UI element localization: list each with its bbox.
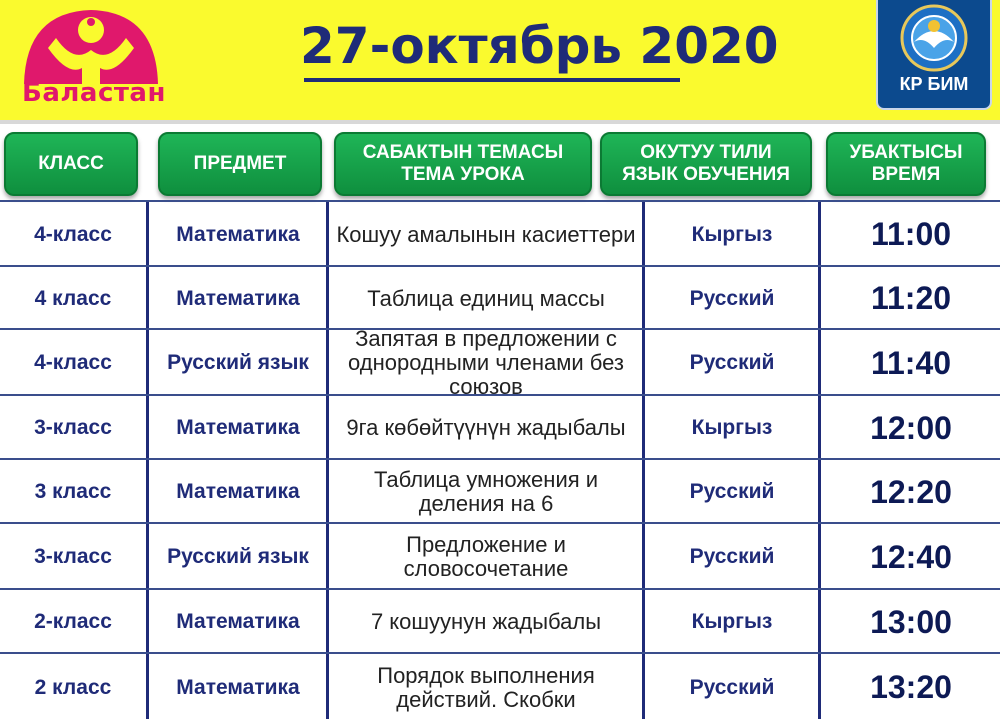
table-row[interactable] [0, 265, 1000, 330]
subject-cell: Математика [176, 675, 300, 699]
table-row[interactable] [0, 458, 1000, 524]
class-cell: 4-класс [34, 222, 112, 246]
language-cell: Кыргыз [691, 222, 773, 246]
time-cell: 11:40 [870, 344, 952, 381]
column-header-class[interactable] [4, 132, 138, 196]
table-row[interactable] [0, 588, 1000, 654]
title-underline [304, 78, 680, 82]
class-cell: 4-класс [34, 351, 112, 374]
topic-cell: Запятая в предложении с однородными членами без союзов [348, 326, 624, 399]
class-cell: 4 класс [34, 286, 112, 310]
table-row[interactable] [0, 326, 1000, 399]
language-cell: Русский [689, 480, 775, 503]
subject-cell: Математика [176, 286, 300, 310]
language-cell: Русский [689, 351, 775, 374]
column-header-language[interactable] [600, 132, 812, 196]
time-cell: 13:00 [870, 603, 952, 640]
emblem-badge [876, 0, 992, 110]
class-cell: 2 класс [34, 675, 112, 699]
table-row[interactable] [0, 200, 1000, 267]
column-header-time[interactable] [826, 132, 986, 196]
class-cell: 2-класс [34, 610, 112, 633]
table-row[interactable] [0, 394, 1000, 460]
column-header-topic[interactable] [334, 132, 592, 196]
emblem-label: КР БИМ [899, 74, 969, 94]
language-cell: Русский [689, 545, 775, 568]
topic-cell: Порядок выполнения действий. Скобки [377, 662, 595, 712]
subject-cell: Математика [176, 610, 300, 633]
subject-cell: Математика [176, 480, 300, 503]
topic-cell: Кошуу амалынын касиеттери [336, 221, 636, 247]
topic-cell: 7 кошуунун жадыбалы [370, 609, 602, 634]
subject-cell: Математика [176, 222, 300, 246]
subject-cell: Математика [176, 416, 300, 439]
time-cell: 11:20 [870, 280, 952, 316]
column-header-subject[interactable] [158, 132, 322, 196]
time-cell: 13:20 [870, 669, 952, 705]
class-cell: 3-класс [34, 416, 112, 439]
column-header-label: ОКУТУУ ТИЛИ ЯЗЫК ОБУЧЕНИЯ [622, 142, 790, 185]
header-banner [0, 0, 1000, 124]
page-title: 27-октябрь 2020 [300, 17, 779, 75]
topic-cell: Таблица единиц массы [367, 285, 605, 311]
language-cell: Кыргыз [691, 610, 773, 633]
topic-cell: Таблица умножения и деления на 6 [373, 467, 599, 516]
class-cell: 3-класс [34, 545, 112, 568]
table-row[interactable] [0, 522, 1000, 590]
state-emblem-icon [898, 2, 970, 74]
column-header-label: УБАКТЫСЫ ВРЕМЯ [849, 142, 963, 185]
time-cell: 12:20 [870, 473, 952, 510]
language-cell: Русский [689, 675, 775, 699]
time-cell: 11:00 [870, 216, 952, 252]
time-cell: 12:40 [870, 538, 952, 575]
language-cell: Русский [689, 286, 775, 310]
class-cell: 3 класс [34, 480, 112, 503]
topic-cell: Предложение и словосочетание [403, 532, 569, 581]
column-header-label: ПРЕДМЕТ [193, 153, 287, 174]
language-cell: Кыргыз [691, 416, 773, 439]
time-cell: 12:00 [870, 409, 952, 446]
table-row[interactable] [0, 652, 1000, 721]
column-header-label: КЛАСС [38, 153, 104, 174]
subject-cell: Русский язык [167, 545, 309, 568]
subject-cell: Русский язык [167, 351, 309, 374]
column-header-label: САБАКТЫН ТЕМАСЫ ТЕМА УРОКА [362, 142, 564, 185]
topic-cell: 9га көбөйтүүнүн жадыбалы [346, 415, 626, 440]
logo-text: Баластан [22, 78, 166, 108]
